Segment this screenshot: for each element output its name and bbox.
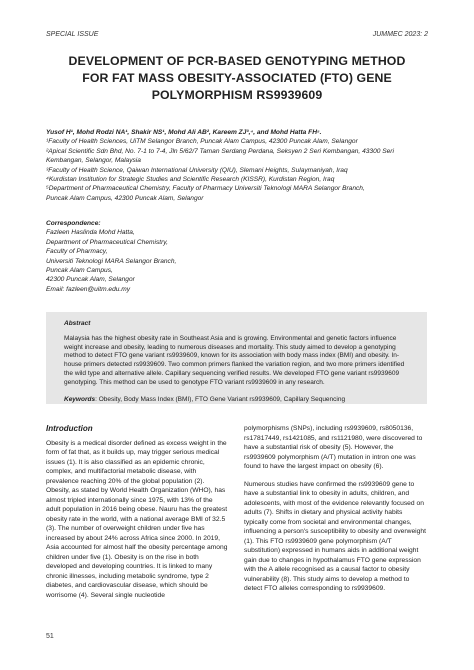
correspondence-line: Universiti Teknologi MARA Selangor Branch, xyxy=(46,257,177,265)
correspondence-line: Puncak Alam Campus, xyxy=(46,267,113,275)
author-block xyxy=(46,128,436,203)
correspondence-line: Faculty of Pharmacy, xyxy=(46,248,108,256)
affiliation: ²Apical Scientific Sdn Bhd, No. 7-1 to 7-4, Jln 5/62/7 Taman Serdang Perdana, Seksyen 2 Seri Kembangan, 43300 Seri xyxy=(46,147,394,155)
keywords-text: : Obesity, Body Mass Index (BMI), FTO Gene Variant rs9939609, Capillary Sequencing xyxy=(95,395,346,403)
abstract-box xyxy=(46,312,427,404)
article-title xyxy=(40,53,434,104)
correspondence-line: Fazleen Haslinda Mohd Hatta, xyxy=(46,229,135,237)
correspondence-heading: Correspondence: xyxy=(46,220,101,227)
paragraph: polymorphisms (SNPs), including rs9939609, rs8050136, rs17817449, rs1421085, and rs1121980, were discovered to have a substantial risk of obesity (5). However, the rs9939609 polymorphism (A/T) mutation in intron one was found to have the largest impact on obesity (6). xyxy=(244,425,423,470)
affiliation: Kembangan, Selangor, Malaysia xyxy=(46,157,141,165)
correspondence-block xyxy=(46,219,346,294)
author-names: Yusof H¹, Mohd Rodzi NA¹, Shakir NS¹, Mohd Ali AB², Kareem ZJ³,⁴, and Mohd Hatta FH⁵. xyxy=(46,129,322,136)
abstract-text: Malaysia has the highest obesity rate in Southeast Asia and is growing. Environmental and genetic factors influence weight increase and obesity, leading to numerous diseases and mortality. This study aimed to develop a genotyping method to detect FTO gene variant rs9939609, known for its association with body mass index (BMI) and obesity. In-house primers detected rs9939609. Two common primers flanked the variation region, and two more primers identified the wild type and alternative allele. Capillary sequencing verified results. We developed FTO gene variant rs9939609 genotyping. This method can be used to genotype FTO variant rs9939609 in any research. xyxy=(64,334,405,386)
affiliation: ⁴Kurdistan Institution for Strategic Studies and Scientific Research (KISSR), Kurdistan Region, Iraq xyxy=(46,176,335,184)
introduction-heading: Introduction xyxy=(46,424,93,433)
running-header-right: JUMMEC 2023: 2 xyxy=(372,31,428,38)
keywords xyxy=(64,396,415,405)
keywords-label: Keywords xyxy=(64,395,96,403)
running-header-left: SPECIAL ISSUE xyxy=(46,31,99,38)
title-line: DEVELOPMENT OF PCR-BASED GENOTYPING METHOD xyxy=(68,54,406,68)
correspondence-line: Department of Pharmaceutical Chemistry, xyxy=(46,238,168,246)
title-line: POLYMORPHISM RS9939609 xyxy=(151,88,323,102)
affiliation: ⁵Department of Pharmaceutical Chemistry, Faculty of Pharmacy Universiti Teknologi MARA Selangor Branch, xyxy=(46,185,365,193)
abstract-heading: Abstract xyxy=(64,320,91,327)
correspondence-line: 42300 Puncak Alam, Selangor xyxy=(46,276,135,284)
paragraph: Obesity is a medical disorder defined as excess weight in the form of fat that, as it builds up, may trigger serious medical issues (1). It is also classified as an epidemic chronic, complex, and multifactorial metabolic disease, with prevalence reaching 20% of the global population (2). Obesity, as stated by World Health Organization (WHO), has almost tripled internationally since 1975, with 13% of the adult population in 2016 being obese. Nauru has the greatest obesity rate in the world, with a national average BMI of 32.5 (3). The number of overweight children under five has increased by about 24% across Africa since 2000. In 2019, Asia accounted for almost half the obesity percentage among children under five (1). Obesity is on the rise in both developed and developing countries. It is linked to many chronic illnesses, including metabolic syndrome, type 2 diabetes, and cardiovascular disease, which should be worrisome (4). Several single nucleotide xyxy=(46,439,228,599)
column-left xyxy=(46,424,228,608)
column-right xyxy=(244,424,426,602)
affiliation: ¹Faculty of Health Sciences, UiTM Selangor Branch, Puncak Alam Campus, 42300 Puncak Alam, Selangor xyxy=(46,138,358,146)
paragraph: Numerous studies have confirmed the rs9939609 gene to have a substantial link to obesity in adults, children, and adolescents, with most of the evidence relevantly focused on adults (7). Shifts in dietary and physical activity habits typically come from societal and environmental changes, influencing a person's susceptibility to obesity and overweight (1). This FTO rs9939609 gene polymorphism (A/T substitution) expressed in humans aids in additional weight gain due to changes in hypothalamus FTO gene expression with the A allele recognised as a causal factor to obesity vulnerability (8). This study aims to develop a method to detect FTO alleles corresponding to rs9939609. xyxy=(244,480,426,592)
affiliation: ³Faculty of Health Science, Qaiwan International University (QIU), Slemani Heights, Sulaymaniyah, Iraq xyxy=(46,166,348,174)
correspondence-email: Email: fazleen@uitm.edu.my xyxy=(46,285,131,293)
title-line: FOR FAT MASS OBESITY-ASSOCIATED (FTO) GENE xyxy=(82,71,392,85)
affiliation: Puncak Alam Campus, 42300 Puncak Alam, Selangor xyxy=(46,194,204,202)
page-number: 51 xyxy=(46,633,54,640)
